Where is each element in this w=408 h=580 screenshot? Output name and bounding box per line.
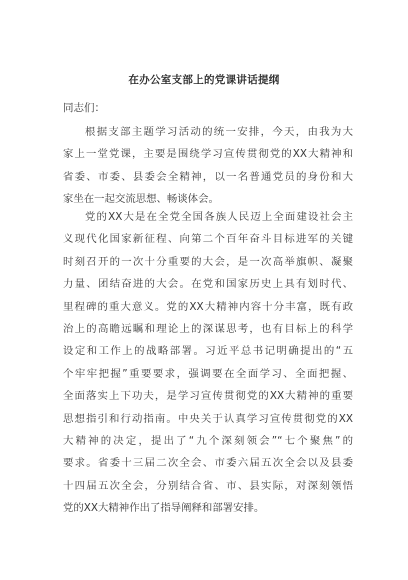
paragraph-line: 要求。省委十三届二次全会、市委六届五次全会以及县委 xyxy=(63,457,353,470)
paragraph-line: 省委、市委、县委会全精神，以一名普通党员的身份和大 xyxy=(63,170,353,183)
paragraph-line: 党的XX大精神作出了指导阐释和部署安排。 xyxy=(63,502,265,515)
paragraph-line: 力量、团结奋进的大会。在党和国家历史上具有划时代、 xyxy=(63,278,353,291)
paragraph-line: 义现代化国家新征程、向第二个百年奋斗目标进军的关键 xyxy=(63,233,353,246)
paragraph-congress xyxy=(63,206,353,519)
paragraph-line: 家上一堂党课，主要是围绕学习宣传贯彻党的XX大精神和 xyxy=(63,148,353,161)
paragraph-line: 里程碑的重大意义。党的XX大精神内容十分丰富，既有政 xyxy=(63,300,353,313)
document-title: 在办公室支部上的党课讲话提纲 xyxy=(128,74,280,86)
paragraph-line: 十四届五次全会，分别结合省、市、县实际，对深刻领悟 xyxy=(63,479,353,492)
paragraph-line: 思想指引和行动指南。中央关于认真学习宣传贯彻党的XX xyxy=(63,412,353,425)
paragraph-line: 根据支部主题学习活动的统一安排，今天，由我为大 xyxy=(85,126,353,138)
paragraph-line: 治上的高瞻远瞩和理论上的深谋思考，也有目标上的科学 xyxy=(63,322,353,335)
paragraph-line: 大精神的决定，提出了“九个深刻领会”“七个聚焦”的 xyxy=(63,434,353,447)
greeting: 同志们： xyxy=(63,102,105,114)
paragraph-line: 时刻召开的一次十分重要的大会，是一次高举旗帜、凝聚 xyxy=(63,255,353,268)
paragraph-intro xyxy=(63,121,353,211)
paragraph-line: 个牢牢把握”重要要求，强调要在全面学习、全面把握、 xyxy=(63,367,353,380)
paragraph-line: 家坐在一起交流思想、畅谈体会。 xyxy=(63,193,219,206)
paragraph-line: 党的XX大是在全党全国各族人民迈上全面建设社会主 xyxy=(85,211,353,223)
paragraph-line: 设定和工作上的战略部署。习近平总书记明确提出的“五 xyxy=(63,345,353,358)
paragraph-line: 全面落实上下功夫，是学习宣传贯彻党的XX大精神的重要 xyxy=(63,390,353,403)
